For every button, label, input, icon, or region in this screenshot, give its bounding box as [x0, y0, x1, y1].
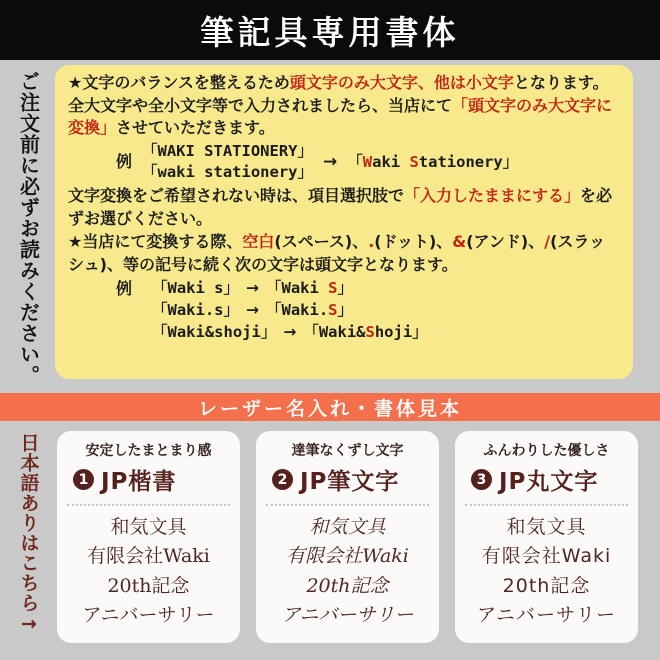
font-tagline: ふんわりした優しさ — [483, 443, 610, 459]
arrow-icon: → — [323, 152, 338, 173]
font-name: JP丸文字 — [499, 469, 599, 495]
example-label: 例 — [116, 151, 133, 171]
font-title-row — [463, 463, 630, 496]
font-card-jp-kaisho — [57, 431, 240, 643]
font-sample-text: 和気文具 有限会社Waki 20th記念 アニバーサリー — [281, 516, 414, 627]
dotted-divider — [67, 504, 230, 506]
font-tagline: 安定したまとまり感 — [85, 443, 212, 459]
example-result: 「Waki.S」 — [266, 301, 354, 320]
vertical-note-read-before-order — [5, 64, 53, 392]
number-badge: 2 — [272, 469, 293, 490]
vertical-note-bottom-text: 日本語ありはこちら — [17, 433, 40, 613]
example-row: 「Waki&shoji」 → 「Waki&Shoji」 — [116, 322, 620, 344]
arrow-icon: → — [246, 279, 259, 298]
conversion-example-2 — [116, 278, 620, 344]
right-arrow-icon: → — [18, 613, 40, 636]
page-title: 筆記具専用書体 — [200, 12, 460, 52]
dotted-divider — [266, 504, 429, 506]
conversion-example-1 — [116, 141, 620, 183]
vertical-note-top-text: ご注文前に必ずお読みください。 — [16, 70, 41, 386]
vertical-note-japanese-available — [7, 433, 51, 645]
notice-box — [55, 65, 633, 379]
notice-paragraph-3: ★当店にて変換する際、空白(スペース)、.(ドット)、&(アンド)、/(スラッシュ)、等の記号に続く次の文字は頭文字となります。 — [68, 232, 606, 275]
dotted-divider — [465, 504, 628, 506]
font-title-row — [264, 463, 431, 496]
notice-paragraph-1: ★文字のバランスを整えるため頭文字のみ大文字、他は小文字となります。全大文字や全小文字等で入力されましたら、当店にて「頭文字のみ大文字に変換」させていただきます。 — [68, 73, 613, 138]
font-card-jp-marumoji — [455, 431, 638, 643]
example-row: 「Waki.s」 → 「Waki.S」 — [116, 300, 620, 322]
font-card-jp-fudemoji — [256, 431, 439, 643]
notice-paragraph-2: 文字変換をご希望されない時は、項目選択肢で「入力したままにする」を必ずお選びください。 — [68, 186, 613, 228]
section-banner-laser-engraving — [0, 393, 660, 421]
number-badge: 3 — [471, 469, 492, 490]
arrow-icon: → — [246, 301, 259, 320]
example-result: 「Waki Stationery」 — [347, 153, 519, 172]
example-result: 「Waki S」 — [266, 279, 354, 298]
font-name: JP楷書 — [101, 469, 177, 495]
example-row: 例 「Waki s」 → 「Waki S」 — [116, 278, 620, 300]
top-banner — [0, 0, 660, 60]
font-sample-cards — [57, 431, 638, 643]
font-sample-text: 和気文具 有限会社Waki 20th記念 アニバーサリー — [82, 516, 215, 627]
font-name: JP筆文字 — [300, 469, 400, 495]
section-banner-label: レーザー名入れ・書体見本 — [197, 397, 462, 420]
font-sample-text: 和気文具 有限会社Waki 20th記念 アニバーサリー — [476, 516, 617, 627]
example-result: 「Waki&Shoji」 — [303, 322, 428, 341]
number-badge: 1 — [73, 469, 94, 490]
font-tagline: 達筆なくずし文字 — [291, 443, 404, 459]
example-input-stack: 「WAKI STATIONERY」 「waki stationery」 — [142, 142, 313, 182]
font-title-row — [65, 463, 232, 496]
arrow-icon: → — [283, 322, 297, 341]
